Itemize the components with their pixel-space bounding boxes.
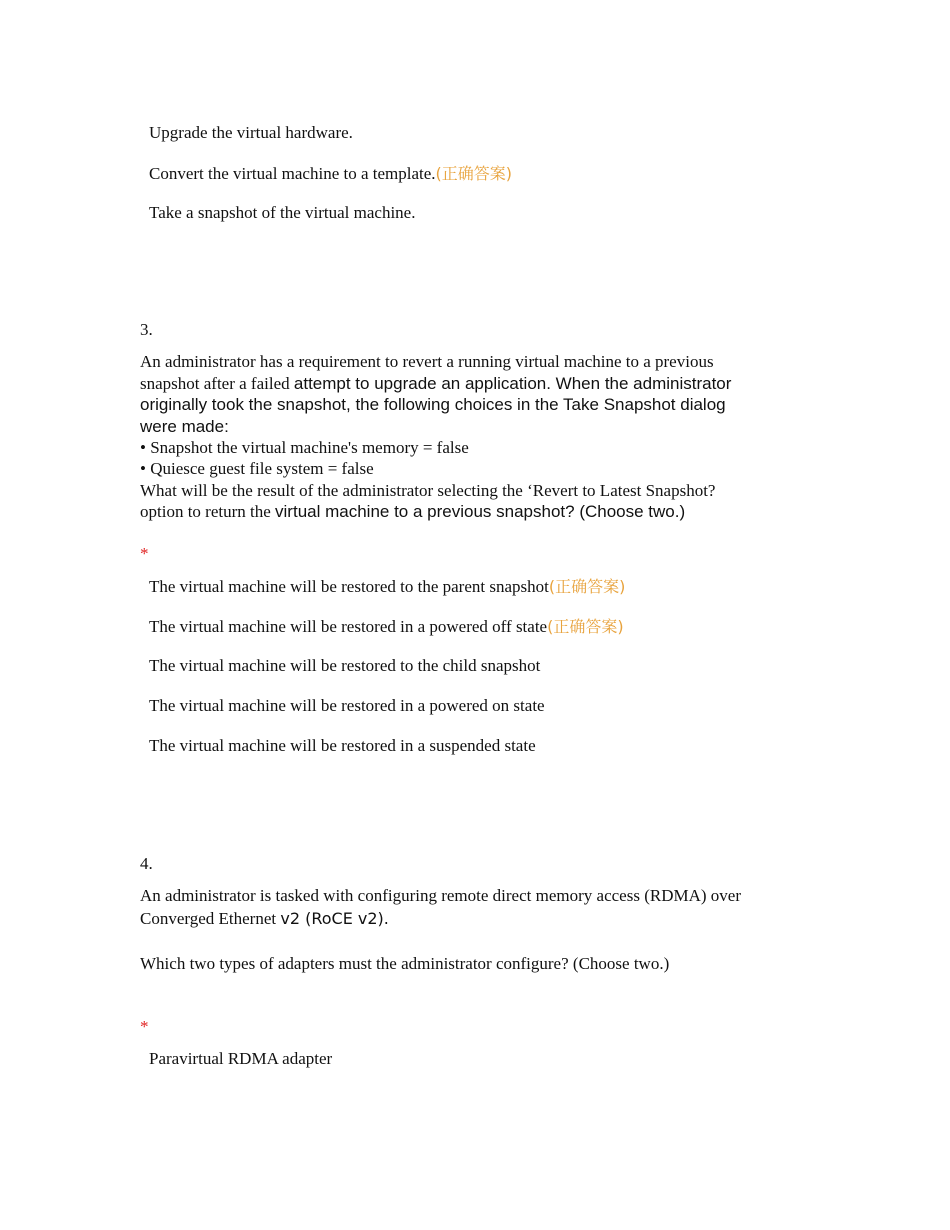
q3-stem-bullet-2: • Quiesce guest file system = false bbox=[140, 459, 374, 478]
q3-option-2[interactable] bbox=[149, 616, 624, 638]
q3-required-mark bbox=[140, 543, 149, 565]
q3-stem-line-2-sans: attempt to upgrade an application. When the administrator bbox=[293, 374, 732, 393]
q3-option-2-label: The virtual machine will be restored in a powered off state bbox=[149, 617, 548, 636]
q3-option-1-label: The virtual machine will be restored to the parent snapshot bbox=[149, 577, 549, 596]
correct-answer-tag: (正确答案) bbox=[548, 577, 626, 596]
q2-option-3-label: Take a snapshot of the virtual machine. bbox=[149, 203, 416, 222]
q4-stem-line-2-serif: Converged Ethernet bbox=[140, 909, 281, 928]
q3-stem-line-5: What will be the result of the administrator selecting the ‘Revert to Latest Snapshot? bbox=[140, 481, 716, 500]
q3-number: 3. bbox=[140, 320, 153, 339]
q4-option-1-label: Paravirtual RDMA adapter bbox=[149, 1049, 333, 1068]
q3-stem-line-2-serif: snapshot after a failed bbox=[140, 374, 294, 393]
q3-stem-line-1: An administrator has a requirement to revert a running virtual machine to a previous bbox=[140, 352, 714, 371]
q4-stem-line-1: An administrator is tasked with configuring remote direct memory access (RDMA) over bbox=[140, 886, 741, 905]
q4-required-mark bbox=[140, 1016, 149, 1038]
q3-stem-line-3: originally took the snapshot, the following choices in the Take Snapshot dialog bbox=[140, 395, 726, 414]
q3-stem-line-6-sans: virtual machine to a previous snapshot? (Choose two.) bbox=[275, 502, 686, 521]
q2-option-2[interactable] bbox=[149, 163, 512, 185]
q3-option-3[interactable] bbox=[149, 655, 540, 677]
q2-option-3[interactable] bbox=[149, 202, 415, 224]
q3-option-4[interactable] bbox=[149, 695, 545, 717]
q3-stem-line-4: were made: bbox=[140, 417, 229, 436]
q3-stem-line-6 bbox=[140, 501, 685, 523]
q3-option-5[interactable] bbox=[149, 735, 536, 757]
q3-option-1[interactable] bbox=[149, 576, 625, 598]
q3-stem-bullet-1: • Snapshot the virtual machine's memory = false bbox=[140, 438, 469, 457]
q2-option-2-label: Convert the virtual machine to a template. bbox=[149, 164, 436, 183]
q4-stem-line-2 bbox=[140, 908, 389, 930]
q3-option-4-label: The virtual machine will be restored in a powered on state bbox=[149, 696, 545, 715]
required-star: * bbox=[140, 544, 149, 563]
q4-question: Which two types of adapters must the administrator configure? (Choose two.) bbox=[140, 954, 670, 973]
q4-stem-line-2-alt: v2 (RoCE v2). bbox=[280, 909, 389, 928]
required-star: * bbox=[140, 1017, 149, 1036]
q3-option-3-label: The virtual machine will be restored to the child snapshot bbox=[149, 656, 541, 675]
q3-stem-line-6-serif: option to return the bbox=[140, 502, 276, 521]
correct-answer-tag: (正确答案) bbox=[435, 164, 513, 183]
q4-option-1[interactable] bbox=[149, 1048, 332, 1070]
q2-option-1-label: Upgrade the virtual hardware. bbox=[149, 123, 353, 142]
correct-answer-tag: (正确答案) bbox=[547, 617, 624, 636]
q2-option-1[interactable] bbox=[149, 122, 353, 144]
q4-number: 4. bbox=[140, 854, 153, 873]
q3-option-5-label: The virtual machine will be restored in a suspended state bbox=[149, 736, 536, 755]
q3-stem-line-2 bbox=[140, 373, 731, 395]
